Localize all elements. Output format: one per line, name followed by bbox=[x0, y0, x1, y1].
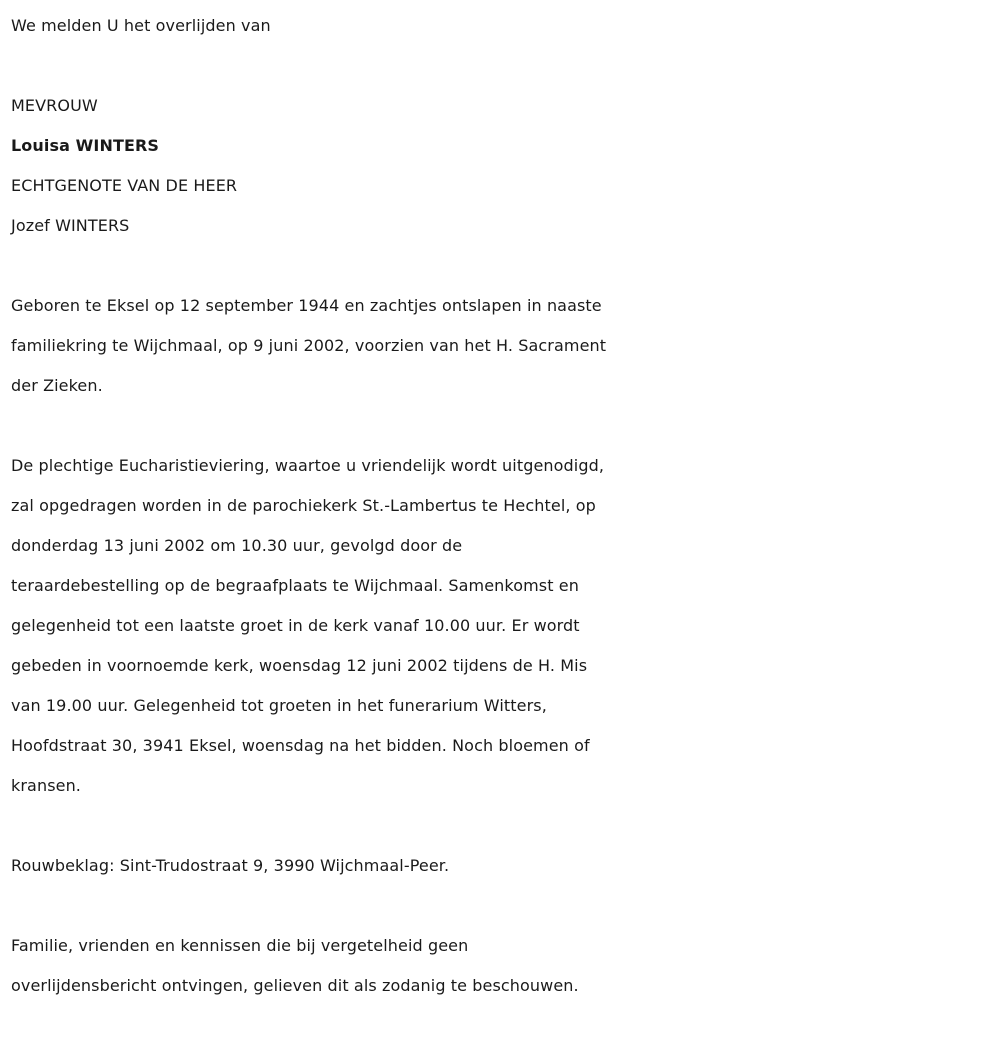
spouse-name: Jozef WINTERS bbox=[11, 216, 130, 235]
paragraph-line: Familie, vrienden en kennissen die bij vergetelheid geen bbox=[11, 936, 469, 955]
birth-death-paragraph bbox=[11, 286, 991, 406]
paragraph-line: Hoofdstraat 30, 3941 Eksel, woensdag na het bidden. Noch bloemen of bbox=[11, 736, 590, 755]
title-prefix: MEVROUW bbox=[11, 96, 98, 115]
paragraph-line: teraardebestelling op de begraafplaats te Wijchmaal. Samenkomst en bbox=[11, 576, 579, 595]
spacer bbox=[11, 246, 991, 286]
deceased-name: Louisa WINTERS bbox=[11, 136, 160, 155]
paragraph-line: kransen. bbox=[11, 776, 81, 795]
paragraph-line: donderdag 13 juni 2002 om 10.30 uur, gevolgd door de bbox=[11, 536, 463, 555]
spacer bbox=[11, 886, 991, 926]
paragraph-line: gelegenheid tot een laatste groet in de kerk vanaf 10.00 uur. Er wordt bbox=[11, 616, 580, 635]
paragraph-line: familiekring te Wijchmaal, op 9 juni 2002, voorzien van het H. Sacrament bbox=[11, 336, 607, 355]
death-notice bbox=[11, 6, 991, 1006]
closing-paragraph bbox=[11, 926, 991, 1006]
paragraph-line: van 19.00 uur. Gelegenheid tot groeten in het funerarium Witters, bbox=[11, 696, 547, 715]
paragraph-line: De plechtige Eucharistieviering, waartoe u vriendelijk wordt uitgenodigd, bbox=[11, 456, 605, 475]
paragraph-line: gebeden in voornoemde kerk, woensdag 12 juni 2002 tijdens de H. Mis bbox=[11, 656, 588, 675]
mourning-address: Rouwbeklag: Sint-Trudostraat 9, 3990 Wijchmaal-Peer. bbox=[11, 856, 450, 875]
spacer bbox=[11, 406, 991, 446]
paragraph-line: der Zieken. bbox=[11, 376, 103, 395]
relation-text: ECHTGENOTE VAN DE HEER bbox=[11, 176, 238, 195]
ceremony-paragraph bbox=[11, 446, 991, 806]
intro-text: We melden U het overlijden van bbox=[11, 16, 271, 35]
paragraph-line: overlijdensbericht ontvingen, gelieven dit als zodanig te beschouwen. bbox=[11, 976, 579, 995]
spacer bbox=[11, 46, 991, 86]
paragraph-line: Geboren te Eksel op 12 september 1944 en zachtjes ontslapen in naaste bbox=[11, 296, 602, 315]
paragraph-line: zal opgedragen worden in de parochiekerk St.-Lambertus te Hechtel, op bbox=[11, 496, 596, 515]
spacer bbox=[11, 806, 991, 846]
